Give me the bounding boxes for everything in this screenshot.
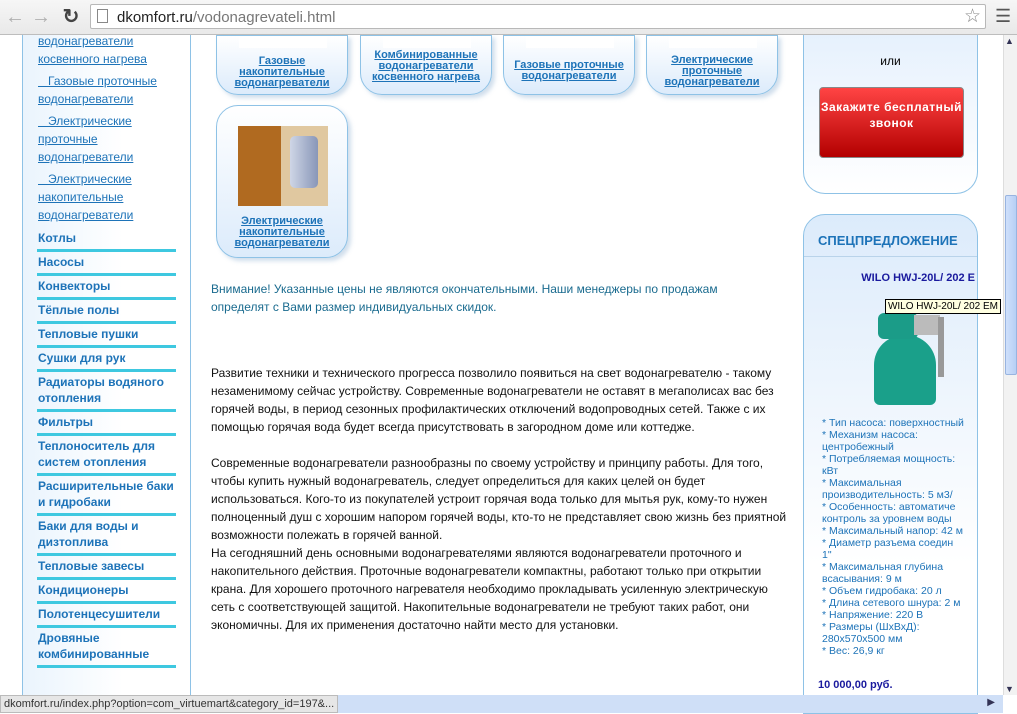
reload-icon[interactable]: ↻: [62, 6, 80, 28]
sidebar-menu-item[interactable]: Конвекторы: [37, 277, 176, 300]
sidebar-menu-item[interactable]: Насосы: [37, 253, 176, 276]
product-price: 10 000,00 руб.: [818, 679, 893, 691]
spec-line: 280x570x500 мм: [822, 633, 903, 645]
special-offer-panel: [803, 214, 978, 714]
sublink-line: водонагреватели: [38, 34, 134, 48]
sidebar-sublink[interactable]: [38, 32, 178, 68]
scroll-right-icon[interactable]: ▶: [987, 697, 995, 708]
sidebar-menu-item[interactable]: Тепловые завесы: [37, 557, 176, 580]
url-text[interactable]: [117, 9, 335, 26]
article-paragraph: Современные водонагреватели разнообразны по своему устройству и принципу работы. Для того, чтобы купить нужный водонагреватель, следует определиться для каких целей он будет использоваться. Кого-то из покупателей устроит горячая вода только для мытья рук, кому-то нужен полноценный душ с хорошим напором горячей воды, кто-то не представляет свою жизнь без приятной возможности полежать в горячей ванной.: [211, 456, 787, 542]
category-tile[interactable]: [216, 105, 348, 258]
category-label[interactable]: Электрические проточные водонагреватели: [664, 54, 760, 88]
or-label: или: [880, 54, 901, 68]
url-host: dkomfort.ru: [117, 9, 193, 26]
order-call-button[interactable]: Закажите бесплатный звонок: [819, 87, 964, 158]
status-bar-url: dkomfort.ru/index.php?option=com_virtuemart&category_id=197&...: [0, 695, 338, 713]
category-image[interactable]: [669, 36, 757, 48]
category-tile[interactable]: [216, 35, 348, 95]
scroll-up-icon[interactable]: ▲: [1005, 36, 1014, 46]
sidebar-sublink[interactable]: [38, 72, 178, 108]
sidebar-menu-item[interactable]: Сушки для рук: [37, 349, 176, 372]
sublink-line: водонагреватели: [38, 92, 134, 106]
back-arrow-icon[interactable]: ←: [5, 6, 25, 28]
sublink-line: водонагреватели: [38, 208, 134, 222]
vertical-scrollbar[interactable]: [1003, 35, 1017, 695]
category-label[interactable]: Комбинированные водонагреватели косвенного нагрева: [372, 49, 480, 83]
spec-line: * Вес: 26,9 кг: [822, 645, 885, 657]
forward-arrow-icon[interactable]: →: [31, 6, 51, 28]
category-tile[interactable]: [503, 35, 635, 95]
product-specs: [822, 417, 978, 657]
scroll-down-icon[interactable]: ▼: [1005, 684, 1014, 694]
category-image[interactable]: [526, 36, 614, 48]
spec-line: * Потребляемая мощность:: [822, 453, 956, 465]
category-label[interactable]: Электрические накопительные водонагреватели: [234, 215, 330, 249]
category-image[interactable]: [383, 36, 471, 48]
browser-toolbar: [0, 0, 1017, 35]
divider: [804, 256, 977, 257]
url-path: /vodonagrevateli.html: [192, 9, 336, 26]
page-icon: [97, 9, 108, 23]
product-name-link[interactable]: WILO HWJ-20L/ 202 E: [861, 272, 975, 284]
spec-line: * Напряжение: 220 В: [822, 609, 924, 621]
callback-panel: [803, 35, 978, 194]
sublink-line: Газовые проточные: [38, 74, 157, 88]
address-bar[interactable]: [90, 4, 986, 29]
scroll-thumb[interactable]: [1005, 195, 1017, 375]
spec-line: 1": [822, 549, 832, 561]
pump-image[interactable]: [864, 305, 954, 415]
sidebar-menu-item[interactable]: Расширительные баки и гидробаки: [37, 477, 176, 516]
special-offer-title: СПЕЦПРЕДЛОЖЕНИЕ: [818, 233, 958, 248]
category-image[interactable]: [238, 126, 328, 206]
sidebar-menu-item[interactable]: Радиаторы водяного отопления: [37, 373, 176, 412]
spec-line: * Механизм насоса:: [822, 429, 918, 441]
sidebar-sublink[interactable]: [38, 112, 178, 166]
spec-line: кВт: [822, 465, 839, 477]
category-tile[interactable]: [360, 35, 492, 95]
spec-line: * Диаметр разъема соедин: [822, 537, 954, 549]
sidebar-menu-item[interactable]: Котлы: [37, 229, 176, 252]
spec-line: центробежный: [822, 441, 894, 453]
tooltip: WILO HWJ-20L/ 202 EM: [885, 299, 1001, 314]
article-paragraph: Развитие техники и технического прогресса позволило появиться на свет водонагревателю - такому незаменимому сейчас устройству. Современные водонагреватели не оставят в мегаполисах вас без горячей воды, в период сезонных профилактических отключений водопроводных сетей. Также с их помощью горячая вода будет всегда присутствовать в загородном доме или коттедже.: [211, 366, 774, 434]
sidebar-menu-item[interactable]: Полотенцесушители: [37, 605, 176, 628]
sidebar-menu-item[interactable]: Тёплые полы: [37, 301, 176, 324]
category-label[interactable]: Газовые накопительные водонагреватели: [234, 55, 330, 89]
menu-icon[interactable]: ☰: [995, 6, 1012, 26]
sidebar-menu-item[interactable]: Тепловые пушки: [37, 325, 176, 348]
article-paragraph: На сегодняшний день основными водонагревателями являются водонагреватели проточного и накопительного действия. Проточные водонагреватели компактны, работают только при открытии крана. Для хорошего проточного нагревателя необходимо прокладывать усиленную электрическую сеть с соответствующей защитой. Накопительные водонагреватели не требуют таких работ, они экономичны. Для их применения достаточно найти место для установки.: [211, 546, 768, 632]
spec-line: * Длина сетевого шнура: 2 м: [822, 597, 961, 609]
spec-line: * Тип насоса: поверхностный: [822, 417, 964, 429]
spec-line: * Особенность: автоматиче: [822, 501, 956, 513]
price-notice: Внимание! Указанные цены не являются окончательными. Наши менеджеры по продажам определят с Вами размер индивидуальных скидок.: [211, 282, 718, 314]
sublink-line: проточные: [38, 132, 98, 146]
sublink-line: косвенного нагрева: [38, 52, 147, 66]
spec-line: * Размеры (ШхВхД):: [822, 621, 920, 633]
spec-line: контроль за уровнем воды: [822, 513, 952, 525]
sidebar-menu-item[interactable]: Теплоноситель для систем отопления: [37, 437, 176, 476]
sidebar-menu-item[interactable]: Баки для воды и дизтоплива: [37, 517, 176, 556]
spec-line: * Максимальная глубина: [822, 561, 944, 573]
sidebar-sublink[interactable]: [38, 170, 178, 224]
bookmark-star-icon[interactable]: ☆: [963, 6, 981, 27]
category-tile[interactable]: [646, 35, 778, 95]
sublink-line: накопительные: [38, 190, 124, 204]
spec-line: * Объем гидробака: 20 л: [822, 585, 942, 597]
category-image[interactable]: [239, 36, 327, 48]
spec-line: всасывания: 9 м: [822, 573, 902, 585]
spec-line: производительность: 5 м3/: [822, 489, 953, 501]
spec-line: * Максимальный напор: 42 м: [822, 525, 963, 537]
sidebar-menu-item[interactable]: Кондиционеры: [37, 581, 176, 604]
sidebar-menu-item[interactable]: Фильтры: [37, 413, 176, 436]
sublink-line: Электрические: [38, 114, 132, 128]
spec-line: * Максимальная: [822, 477, 902, 489]
sidebar-menu-item[interactable]: Дровяные комбинированные: [37, 629, 176, 668]
sublink-line: водонагреватели: [38, 150, 134, 164]
category-label[interactable]: Газовые проточные водонагреватели: [514, 59, 624, 82]
sublink-line: Электрические: [38, 172, 132, 186]
